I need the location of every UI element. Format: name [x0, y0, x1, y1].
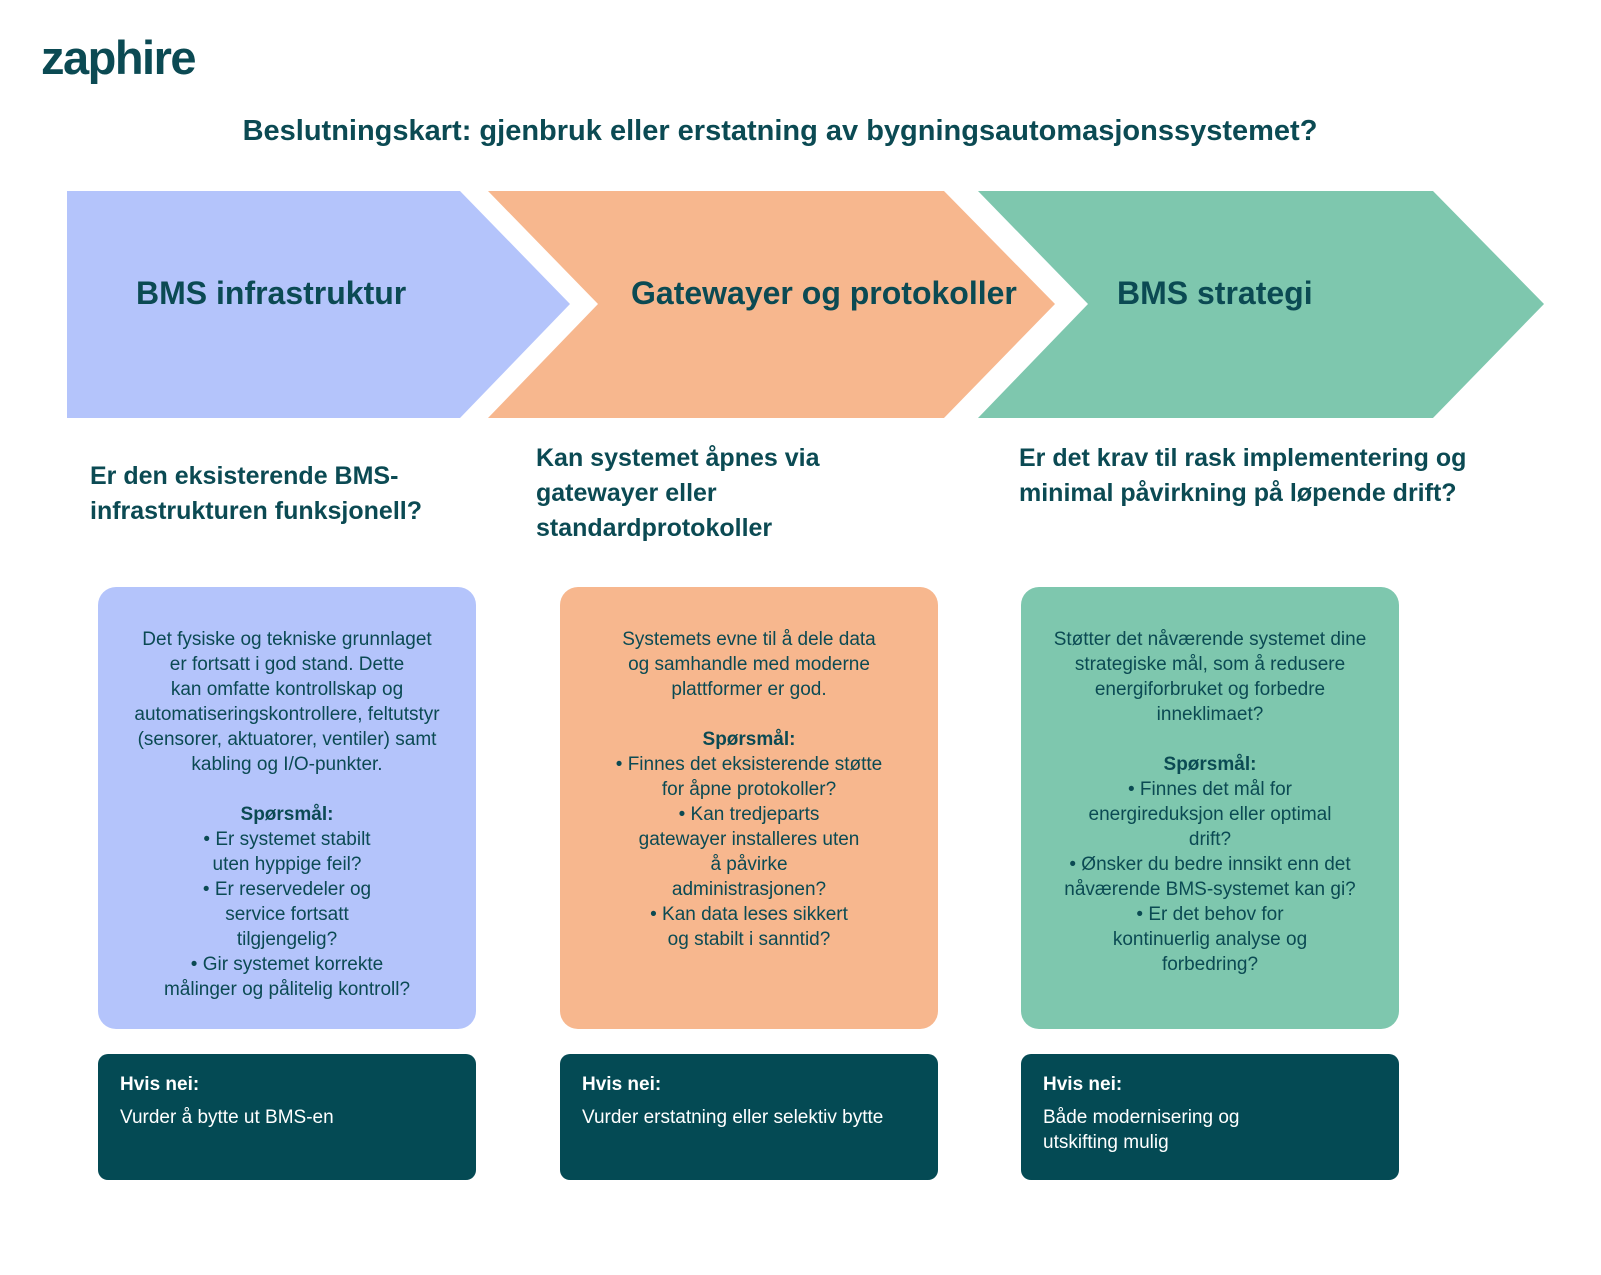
card-text-line: plattformer er god.	[671, 679, 827, 700]
page-title: Beslutningskart: gjenbruk eller erstatning av bygningsautomasjonssystemet?	[242, 115, 1318, 147]
question-list	[112, 827, 462, 1002]
question-bullet: • Er systemet stabilt uten hyppige feil?	[112, 827, 462, 877]
questions-heading: Spørsmål:	[240, 804, 334, 825]
card-text-line: inneklimaet?	[1156, 704, 1264, 725]
info-card-strategi	[1021, 587, 1399, 1029]
card-text-line: kabling og I/O-punkter.	[191, 754, 383, 775]
info-card-gatewayer	[560, 587, 938, 1029]
card-description	[1035, 627, 1385, 727]
card-text-line: energiforbruket og forbedre	[1094, 679, 1326, 700]
questions-heading: Spørsmål:	[702, 729, 796, 750]
question-bullet: • Kan data leses sikkert og stabilt i sanntid?	[574, 902, 924, 952]
card-description	[574, 627, 924, 702]
question-bullet: • Gir systemet korrekte målinger og pålitelig kontroll?	[112, 952, 462, 1002]
card-text-line: og samhandle med moderne	[628, 654, 870, 675]
if-no-label: Hvis nei:	[120, 1074, 200, 1095]
card-text-line: Systemets evne til å dele data	[622, 629, 876, 650]
if-no-box-gatewayer	[560, 1054, 938, 1180]
question-bullet: • Finnes det eksisterende støtte for åpne protokoller?	[574, 752, 924, 802]
card-text-line: (sensorer, aktuatorer, ventiler) samt	[137, 729, 437, 750]
question-list	[574, 752, 924, 952]
question-step-2: Kan systemet åpnes via gatewayer eller standardprotokoller	[536, 444, 820, 542]
card-text-line: Det fysiske og tekniske grunnlaget	[142, 629, 432, 650]
if-no-label: Hvis nei:	[1043, 1074, 1123, 1095]
card-description	[112, 627, 462, 777]
card-text-line: Støtter det nåværende systemet dine	[1053, 629, 1367, 650]
card-text-line: automatiseringskontrollere, feltutstyr	[134, 704, 440, 725]
question-bullet: • Er reservedeler og service fortsatt tilgjengelig?	[112, 877, 462, 952]
question-list	[1035, 777, 1385, 977]
arrow-label-bms-strategi: BMS strategi	[1117, 275, 1313, 311]
if-no-text: Vurder å bytte ut BMS-en	[120, 1107, 334, 1128]
questions-heading: Spørsmål:	[1163, 754, 1257, 775]
process-arrows	[0, 0, 1601, 440]
arrow-label-bms-infrastruktur: BMS infrastruktur	[136, 275, 407, 311]
question-bullet: • Er det behov for kontinuerlig analyse og forbedring?	[1035, 902, 1385, 977]
if-no-text: Både modernisering og utskifting mulig	[1043, 1107, 1240, 1153]
card-text-line: strategiske mål, som å redusere	[1074, 654, 1346, 675]
if-no-box-infrastruktur	[98, 1054, 476, 1180]
arrow-label-gatewayer: Gatewayer og protokoller	[631, 275, 1017, 311]
question-bullet: • Kan tredjeparts gatewayer installeres uten å påvirke administrasjonen?	[574, 802, 924, 902]
if-no-box-strategi	[1021, 1054, 1399, 1180]
if-no-label: Hvis nei:	[582, 1074, 662, 1095]
if-no-text: Vurder erstatning eller selektiv bytte	[582, 1107, 884, 1128]
question-step-1: Er den eksisterende BMS-infrastrukturen funksjonell?	[90, 462, 422, 525]
info-card-infrastruktur	[98, 587, 476, 1029]
zaphire-logo: zaphire	[41, 31, 196, 84]
card-text-line: kan omfatte kontrollskap og	[170, 679, 404, 700]
question-bullet: • Finnes det mål for energireduksjon eller optimal drift?	[1035, 777, 1385, 852]
question-step-3: Er det krav til rask implementering og minimal påvirkning på løpende drift?	[1019, 444, 1467, 507]
question-bullet: • Ønsker du bedre innsikt enn det nåværende BMS-systemet kan gi?	[1035, 852, 1385, 902]
card-text-line: er fortsatt i god stand. Dette	[169, 654, 405, 675]
